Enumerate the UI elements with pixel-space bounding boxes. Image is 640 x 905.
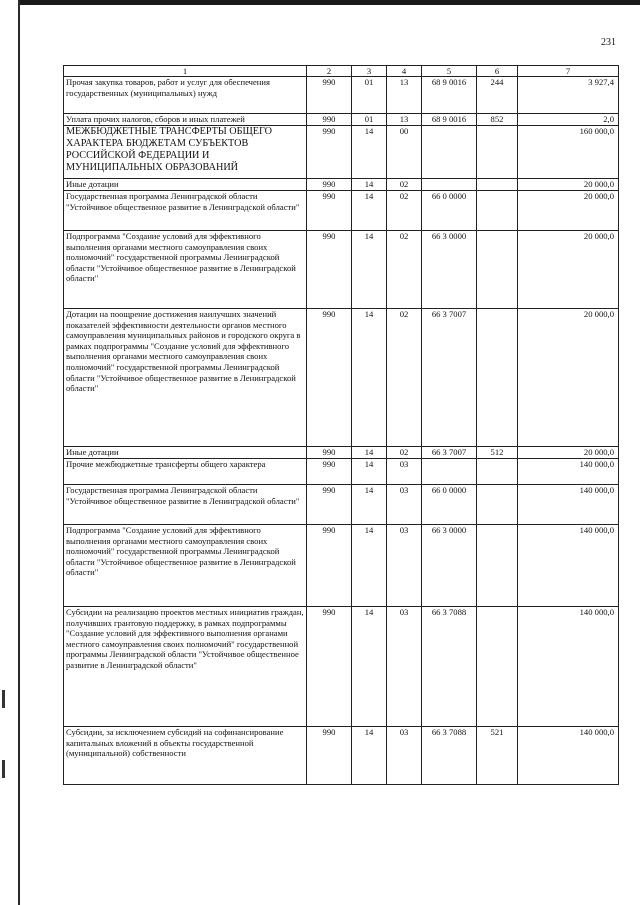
amount: 140 000,0 [518,485,619,525]
ministry-code: 990 [307,485,352,525]
scan-mark [2,690,5,708]
expense-type [477,309,518,447]
expense-type [477,525,518,607]
section-code: 14 [352,525,387,607]
table-row [64,114,619,126]
column-header: 5 [422,66,477,77]
subsection-code: 03 [387,525,422,607]
amount: 3 927,4 [518,77,619,114]
table-row [64,447,619,459]
amount: 140 000,0 [518,727,619,785]
target-article: 68 9 0016 [422,114,477,126]
target-article [422,126,477,179]
row-name: Прочие межбюджетные трансферты общего характера [64,459,307,485]
column-header: 4 [387,66,422,77]
amount: 2,0 [518,114,619,126]
table-row [64,191,619,231]
subsection-code: 03 [387,485,422,525]
subsection-code: 02 [387,191,422,231]
ministry-code: 990 [307,114,352,126]
subsection-code: 02 [387,447,422,459]
ministry-code: 990 [307,459,352,485]
row-name: Подпрограмма "Создание условий для эффективного выполнения органами местного самоуправления своих полномочий" государственной программы Ленинградской области "Устойчивое общественное развитие в Ленинградской области" [64,231,307,309]
ministry-code: 990 [307,231,352,309]
row-name: Прочая закупка товаров, работ и услуг для обеспечения государственных (муниципальных) нужд [64,77,307,114]
scan-mark [2,760,5,778]
section-code: 14 [352,231,387,309]
row-name: Государственная программа Ленинградской области "Устойчивое общественное развитие в Ленинградской области" [64,191,307,231]
table-row [64,231,619,309]
ministry-code: 990 [307,191,352,231]
expense-type: 852 [477,114,518,126]
column-header: 2 [307,66,352,77]
ministry-code: 990 [307,447,352,459]
target-article: 66 3 7007 [422,447,477,459]
amount: 20 000,0 [518,191,619,231]
table-row [64,607,619,727]
scan-left-border [18,0,20,905]
section-code: 14 [352,485,387,525]
section-code: 14 [352,191,387,231]
target-article: 66 3 7007 [422,309,477,447]
scan-top-border [18,0,640,5]
section-code: 14 [352,447,387,459]
ministry-code: 990 [307,607,352,727]
section-code: 14 [352,309,387,447]
ministry-code: 990 [307,525,352,607]
target-article: 66 3 7088 [422,727,477,785]
ministry-code: 990 [307,77,352,114]
budget-table [63,65,619,785]
expense-type [477,607,518,727]
row-name: МЕЖБЮДЖЕТНЫЕ ТРАНСФЕРТЫ ОБЩЕГО ХАРАКТЕРА БЮДЖЕТАМ СУБЪЕКТОВ РОССИЙСКОЙ ФЕДЕРАЦИИ И МУНИЦИПАЛЬНЫХ ОБРАЗОВАНИЙ [64,126,307,179]
column-header: 1 [64,66,307,77]
amount: 20 000,0 [518,309,619,447]
amount: 20 000,0 [518,231,619,309]
subsection-code: 02 [387,179,422,191]
subsection-code: 03 [387,607,422,727]
target-article: 66 3 7088 [422,607,477,727]
expense-type: 521 [477,727,518,785]
section-code: 01 [352,114,387,126]
amount: 140 000,0 [518,459,619,485]
table-row [64,126,619,179]
subsection-code: 13 [387,114,422,126]
table-row [64,727,619,785]
row-name: Иные дотации [64,447,307,459]
table-row [64,485,619,525]
expense-type [477,179,518,191]
subsection-code: 03 [387,727,422,785]
ministry-code: 990 [307,309,352,447]
section-code: 14 [352,459,387,485]
row-name: Уплата прочих налогов, сборов и иных платежей [64,114,307,126]
target-article: 66 0 0000 [422,485,477,525]
subsection-code: 03 [387,459,422,485]
subsection-code: 00 [387,126,422,179]
row-name: Подпрограмма "Создание условий для эффективного выполнения органами местного самоуправления своих полномочий" государственной программы Ленинградской области "Устойчивое общественное развитие в Ленинградской области" [64,525,307,607]
page-number: 231 [601,37,616,48]
expense-type [477,459,518,485]
section-code: 01 [352,77,387,114]
amount: 20 000,0 [518,179,619,191]
column-header: 6 [477,66,518,77]
row-name: Государственная программа Ленинградской области "Устойчивое общественное развитие в Ленинградской области" [64,485,307,525]
section-code: 14 [352,727,387,785]
expense-type [477,126,518,179]
expense-type [477,191,518,231]
target-article: 68 9 0016 [422,77,477,114]
expense-type: 512 [477,447,518,459]
column-header: 3 [352,66,387,77]
section-code: 14 [352,607,387,727]
subsection-code: 02 [387,231,422,309]
ministry-code: 990 [307,179,352,191]
table-row [64,459,619,485]
expense-type [477,485,518,525]
expense-type: 244 [477,77,518,114]
amount: 160 000,0 [518,126,619,179]
row-name: Субсидии на реализацию проектов местных инициатив граждан, получивших грантовую поддержку, в рамках подпрограммы "Создание условий для эффективного выполнения органами местного самоуправления своих полномочий" государственной программы Ленинградской области "Устойчивое общественное развитие в Ленинградской области" [64,607,307,727]
subsection-code: 13 [387,77,422,114]
section-code: 14 [352,126,387,179]
table-row [64,77,619,114]
table-row [64,179,619,191]
table-row [64,309,619,447]
target-article: 66 3 0000 [422,231,477,309]
amount: 140 000,0 [518,525,619,607]
column-header: 7 [518,66,619,77]
expense-type [477,231,518,309]
target-article [422,179,477,191]
row-name: Иные дотации [64,179,307,191]
ministry-code: 990 [307,126,352,179]
amount: 20 000,0 [518,447,619,459]
target-article [422,459,477,485]
amount: 140 000,0 [518,607,619,727]
subsection-code: 02 [387,309,422,447]
row-name: Дотации на поощрение достижения наилучших значений показателей эффективности деятельности органов местного самоуправления муниципальных районов и городского округа в рамках подпрограммы "Создание условий для эффективного выполнения органами местного самоуправления своих полномочий" государственной программы Ленинградской области "Устойчивое общественное развитие в Ленинградской области" [64,309,307,447]
ministry-code: 990 [307,727,352,785]
table-row [64,525,619,607]
row-name: Субсидии, за исключением субсидий на софинансирование капитальных вложений в объекты государственной (муниципальной) собственности [64,727,307,785]
table-header-row [64,66,619,77]
target-article: 66 3 0000 [422,525,477,607]
section-code: 14 [352,179,387,191]
target-article: 66 0 0000 [422,191,477,231]
